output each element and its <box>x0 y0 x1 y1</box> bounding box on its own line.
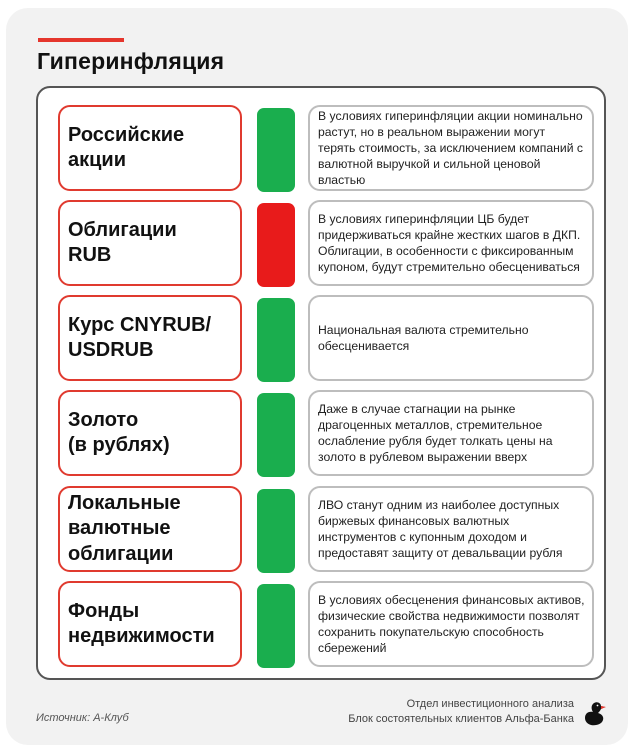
signal-indicator <box>257 203 295 287</box>
asset-description: ЛВО станут одним из наиболее доступных биржевых финансовых валютных инструментов с купонным доходом и предоставят защиту от девальвации рубля <box>308 486 594 572</box>
asset-row <box>58 295 598 381</box>
asset-row <box>58 581 598 667</box>
asset-label: Российские акции <box>58 105 242 191</box>
department-credit <box>348 697 574 728</box>
asset-label: Курс CNYRUB/ USDRUB <box>58 295 242 381</box>
scenario-panel <box>36 86 606 680</box>
department-line: Отдел инвестиционного анализа <box>406 698 574 710</box>
department-line: Блок состоятельных клиентов Альфа-Банка <box>348 713 574 726</box>
signal-indicator <box>257 489 295 573</box>
page-title: Гиперинфляция <box>37 48 225 74</box>
signal-indicator <box>257 298 295 382</box>
asset-row <box>58 390 598 476</box>
asset-description: В условиях гиперинфляции акции номинально растут, но в реальном выражении могут терять стоимость, за исключением компаний с валютной выручкой и сильной ценовой властью <box>308 105 594 191</box>
duck-logo-icon <box>579 696 609 728</box>
title-accent-line <box>38 38 124 42</box>
asset-label: Облигации RUB <box>58 200 242 286</box>
asset-row <box>58 105 598 191</box>
asset-label: Фонды недвижимости <box>58 581 242 667</box>
signal-indicator <box>257 584 295 668</box>
signal-indicator <box>257 393 295 477</box>
asset-row <box>58 486 598 572</box>
asset-description: В условиях гиперинфляции ЦБ будет придерживаться крайне жестких шагов в ДКП. Облигации, в особенности с фиксированным купоном, будут стремительно обесцениваться <box>308 200 594 286</box>
asset-label: Локальные валютные облигации <box>58 486 242 572</box>
asset-label: Золото (в рублях) <box>58 390 242 476</box>
source-note: Источник: А-Клуб <box>36 712 129 724</box>
asset-row <box>58 200 598 286</box>
asset-description: Даже в случае стагнации на рынке драгоценных металлов, стремительное ослабление рубля будет толкать цены на золото в рублевом выражении вверх <box>308 390 594 476</box>
asset-description: В условиях обесценения финансовых активов, физические свойства недвижимости позволят сохранить покупательскую способность сбережений <box>308 581 594 667</box>
signal-indicator <box>257 108 295 192</box>
asset-description: Национальная валюта стремительно обесценивается <box>308 295 594 381</box>
